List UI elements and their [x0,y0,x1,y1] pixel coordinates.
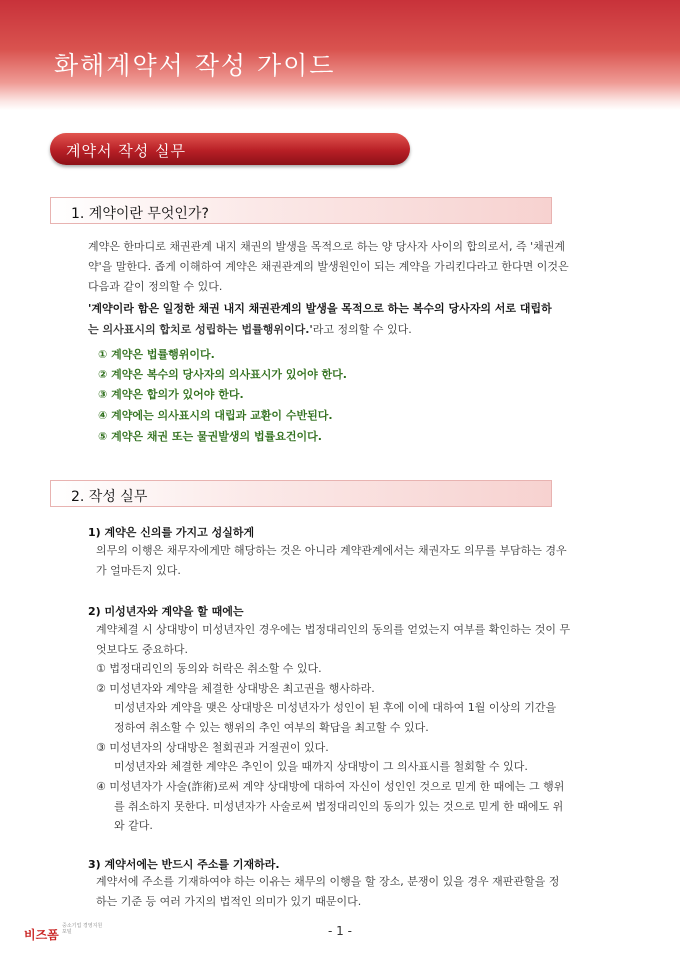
p2-line-7: ③ 미성년자의 상대방은 철회권과 거절권이 있다. [96,741,329,754]
p2-line-9: ④ 미성년자가 사술(詐術)로써 계약 상대방에 대하여 자신이 성인인 것으로 믿게 한 때에는 그 행위 [96,780,565,793]
definition-line-2-bold: 는 의사표시의 합치로 성립하는 법률행위이다.' [88,323,313,336]
p1-line-1: 의무의 이행은 채무자에게만 해당하는 것은 아니라 계약관계에서는 채권자도 의무를 부담하는 경우 [96,544,567,557]
definition-line-1: '계약이라 함은 일정한 채권 내지 채권관계의 발생을 목적으로 하는 복수의 당사자의 서로 대립하 [88,302,552,315]
p1-line-2: 가 얼마든지 있다. [96,564,181,577]
part2-heading: 2. 작성 실무 [71,489,148,505]
page-number: - 1 - [328,924,352,938]
definition-item-5: ⑤ 계약은 채권 또는 물권발생의 법률요건이다. [98,430,322,443]
p3-line-2: 하는 기준 등 여러 가지의 법적인 의미가 있기 때문이다. [96,895,362,908]
page-title: 화해계약서 작성 가이드 [54,51,336,80]
logo-text: 비즈폼 [24,928,59,942]
p2-line-8: 미성년자와 체결한 계약은 추인이 있을 때까지 상대방이 그 의사표시를 철회할 수 있다. [114,760,528,773]
p2-line-6: 정하여 취소할 수 있는 행위의 추인 여부의 확답을 최고할 수 있다. [114,721,429,734]
part2-heading-box [50,480,552,507]
p2-line-5: 미성년자와 계약을 맺은 상대방은 미성년자가 성인이 된 후에 이에 대하여 1월 이상의 기간을 [114,701,557,714]
p2-line-10: 를 취소하지 못한다. 미성년자가 사술로써 법정대리인의 동의가 있는 것으로 믿게 한 때에도 위 [114,800,564,813]
part1-line-3: 다음과 같이 정의할 수 있다. [88,280,223,293]
logo-subtext: 중소기업 경영지원 포털 [62,923,103,935]
definition-line-2-tail: 라고 정의할 수 있다. [312,323,412,336]
definition-item-4: ④ 계약에는 의사표시의 대립과 교환이 수반된다. [98,409,333,422]
definition-item-2: ② 계약은 복수의 당사자의 의사표시가 있어야 한다. [98,368,347,381]
p2-line-4: ② 미성년자와 계약을 체결한 상대방은 최고권을 행사하라. [96,682,375,695]
part1-line-1: 계약은 한마디로 채권관계 내지 채권의 발생을 목적으로 하는 양 당사자 사이의 합의로서, 즉 '채권계 [88,240,566,253]
definition-item-3: ③ 계약은 합의가 있어야 한다. [98,388,244,401]
p1-title: 1) 계약은 신의를 가지고 성실하게 [88,526,255,539]
p2-line-3: ① 법정대리인의 동의와 허락은 취소할 수 있다. [96,662,322,675]
p2-line-1: 계약체결 시 상대방이 미성년자인 경우에는 법정대리인의 동의를 얻었는지 여부를 확인하는 것이 무 [96,623,571,636]
part1-heading-box [50,197,552,224]
p2-title: 2) 미성년자와 계약을 할 때에는 [88,605,244,618]
part1-heading: 1. 계약이란 무엇인가? [71,206,209,222]
p3-line-1: 계약서에 주소를 기재하여야 하는 이유는 채무의 이행을 할 장소, 분쟁이 있을 경우 재판관할을 정 [96,875,560,888]
definition-line-2 [88,320,412,340]
section-label-pill [50,133,410,165]
part1-line-2: 약'을 말한다. 좁게 이해하여 계약은 채권관계의 발생원인이 되는 계약을 가리킨다라고 한다면 이것은 [88,260,569,273]
p3-title: 3) 계약서에는 반드시 주소를 기재하라. [88,858,280,871]
p2-line-11: 와 같다. [114,819,153,832]
definition-item-1: ① 계약은 법률행위이다. [98,348,215,361]
section-label: 계약서 작성 실무 [66,142,186,160]
p2-line-2: 엇보다도 중요하다. [96,643,189,656]
